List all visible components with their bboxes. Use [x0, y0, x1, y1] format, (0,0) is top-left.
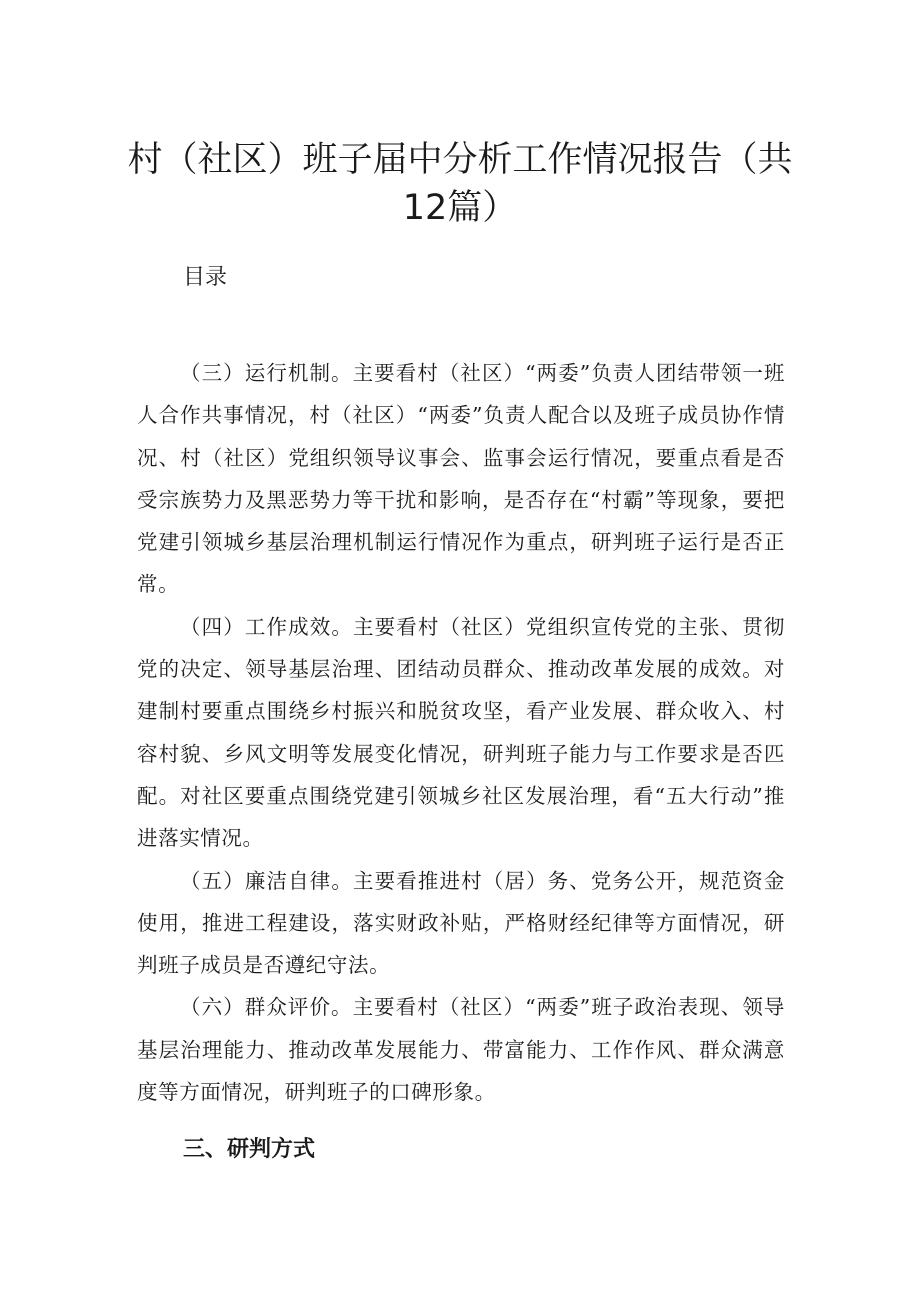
toc-heading: 目录 — [183, 265, 228, 290]
document-title: 村（社区）班子届中分析工作情况报告（共12篇） — [127, 140, 793, 228]
paragraph-operation-mechanism: （三）运行机制。主要看村（社区）“两委”负责人团结带领一班人合作共事情况，村（社区）“两委”负责人配合以及班子成员协作情况、村（社区）党组织领导议事会、监事会运行情况，要重点看是否受宗族势力及黑恶势力等干扰和影响，是否存在“村霸”等现象，要把党建引领城乡基层治理机制运行情况作为重点，研判班子运行是否正常。 — [137, 361, 785, 597]
section-heading: 三、研判方式 — [183, 1137, 316, 1162]
paragraph-integrity: （五）廉洁自律。主要看推进村（居）务、党务公开，规范资金使用，推进工程建设，落实财政补贴，严格财经纪律等方面情况，研判班子成员是否遵纪守法。 — [137, 868, 785, 978]
body-text — [137, 352, 785, 1113]
paragraph-work-results: （四）工作成效。主要看村（社区）党组织宣传党的主张、贯彻党的决定、领导基层治理、团结动员群众、推动改革发展的成效。对建制村要重点围绕乡村振兴和脱贫攻坚，看产业发展、群众收入、村容村貌、乡风文明等发展变化情况，研判班子能力与工作要求是否匹配。对社区要重点围绕党建引领城乡社区发展治理，看“五大行动”推进落实情况。 — [137, 614, 785, 851]
paragraph-public-evaluation: （六）群众评价。主要看村（社区）“两委”班子政治表现、领导基层治理能力、推动改革发展能力、带富能力、工作作风、群众满意度等方面情况，研判班子的口碑形象。 — [137, 995, 785, 1105]
